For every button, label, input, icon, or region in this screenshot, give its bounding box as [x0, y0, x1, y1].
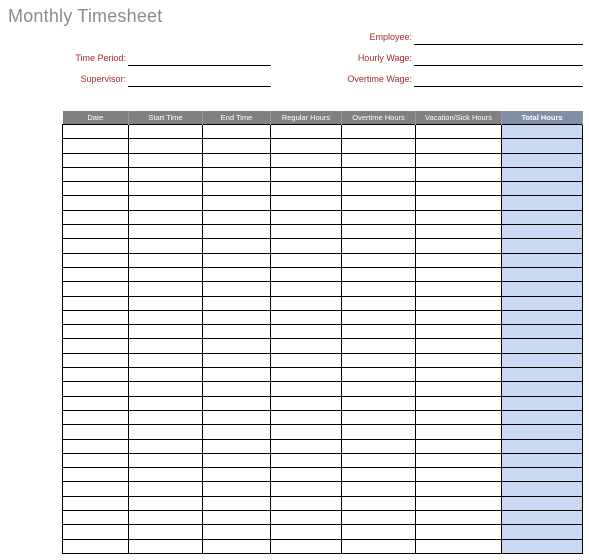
end-time-cell[interactable] — [203, 496, 271, 510]
end-time-cell[interactable] — [203, 353, 271, 367]
total-hours-cell[interactable] — [502, 539, 583, 553]
start-time-cell[interactable] — [129, 296, 203, 310]
start-time-cell[interactable] — [129, 210, 203, 224]
column-header-end-time: End Time — [203, 111, 271, 125]
overtime-hours-cell[interactable] — [342, 196, 416, 210]
vacation-sick-hours-cell[interactable] — [416, 310, 502, 324]
overtime-hours-cell[interactable] — [342, 468, 416, 482]
date-cell[interactable] — [63, 296, 129, 310]
start-time-cell[interactable] — [129, 396, 203, 410]
regular-hours-cell[interactable] — [271, 525, 342, 539]
end-time-cell[interactable] — [203, 139, 271, 153]
start-time-cell[interactable] — [129, 153, 203, 167]
total-hours-cell[interactable] — [502, 296, 583, 310]
end-time-cell[interactable] — [203, 253, 271, 267]
date-cell[interactable] — [63, 410, 129, 424]
start-time-cell[interactable] — [129, 182, 203, 196]
regular-hours-cell[interactable] — [271, 267, 342, 281]
date-cell[interactable] — [63, 353, 129, 367]
start-time-cell[interactable] — [129, 539, 203, 553]
table-row — [63, 353, 583, 367]
end-time-cell[interactable] — [203, 368, 271, 382]
date-cell[interactable] — [63, 239, 129, 253]
table-row — [63, 153, 583, 167]
timesheet-body — [63, 125, 583, 554]
date-cell[interactable] — [63, 182, 129, 196]
timesheet-table — [62, 111, 583, 554]
employee-field-label-wrap — [300, 32, 412, 46]
regular-hours-cell[interactable] — [271, 353, 342, 367]
overtime-wage-label-wrap — [300, 74, 412, 88]
start-time-cell[interactable] — [129, 225, 203, 239]
start-time-cell[interactable] — [129, 325, 203, 339]
table-row — [63, 225, 583, 239]
regular-hours-cell[interactable] — [271, 339, 342, 353]
end-time-cell[interactable] — [203, 196, 271, 210]
total-hours-cell[interactable] — [502, 196, 583, 210]
overtime-hours-cell[interactable] — [342, 511, 416, 525]
table-row — [63, 253, 583, 267]
end-time-cell[interactable] — [203, 482, 271, 496]
total-hours-cell[interactable] — [502, 439, 583, 453]
start-time-cell[interactable] — [129, 339, 203, 353]
end-time-cell[interactable] — [203, 267, 271, 281]
regular-hours-cell[interactable] — [271, 310, 342, 324]
regular-hours-cell[interactable] — [271, 511, 342, 525]
regular-hours-cell[interactable] — [271, 482, 342, 496]
start-time-cell[interactable] — [129, 382, 203, 396]
date-cell[interactable] — [63, 368, 129, 382]
vacation-sick-hours-cell[interactable] — [416, 182, 502, 196]
vacation-sick-hours-cell[interactable] — [416, 225, 502, 239]
table-row — [63, 511, 583, 525]
regular-hours-cell[interactable] — [271, 153, 342, 167]
supervisor-label-wrap — [20, 74, 126, 88]
vacation-sick-hours-cell[interactable] — [416, 439, 502, 453]
end-time-cell[interactable] — [203, 239, 271, 253]
page-title: Monthly Timesheet — [8, 6, 163, 26]
vacation-sick-hours-cell[interactable] — [416, 425, 502, 439]
overtime-hours-cell[interactable] — [342, 253, 416, 267]
overtime-wage-input-line[interactable] — [414, 86, 583, 87]
date-cell[interactable] — [63, 439, 129, 453]
regular-hours-cell[interactable] — [271, 296, 342, 310]
total-hours-cell[interactable] — [502, 425, 583, 439]
total-hours-cell[interactable] — [502, 167, 583, 181]
total-hours-cell[interactable] — [502, 339, 583, 353]
date-cell[interactable] — [63, 525, 129, 539]
vacation-sick-hours-cell[interactable] — [416, 139, 502, 153]
start-time-cell[interactable] — [129, 368, 203, 382]
table-row — [63, 282, 583, 296]
regular-hours-cell[interactable] — [271, 439, 342, 453]
supervisor-input-line[interactable] — [128, 86, 271, 87]
column-header-vacation-sick-hours: Vacation/Sick Hours — [416, 111, 502, 125]
end-time-cell[interactable] — [203, 425, 271, 439]
start-time-cell[interactable] — [129, 468, 203, 482]
vacation-sick-hours-cell[interactable] — [416, 210, 502, 224]
regular-hours-cell[interactable] — [271, 453, 342, 467]
regular-hours-cell[interactable] — [271, 396, 342, 410]
start-time-cell[interactable] — [129, 482, 203, 496]
vacation-sick-hours-cell[interactable] — [416, 267, 502, 281]
vacation-sick-hours-cell[interactable] — [416, 153, 502, 167]
end-time-cell[interactable] — [203, 396, 271, 410]
overtime-hours-cell[interactable] — [342, 382, 416, 396]
regular-hours-cell[interactable] — [271, 196, 342, 210]
hourly-wage-label: Hourly Wage: — [357, 53, 412, 63]
date-cell[interactable] — [63, 153, 129, 167]
vacation-sick-hours-cell[interactable] — [416, 325, 502, 339]
table-row — [63, 125, 583, 139]
overtime-hours-cell[interactable] — [342, 167, 416, 181]
total-hours-cell[interactable] — [502, 525, 583, 539]
regular-hours-cell[interactable] — [271, 239, 342, 253]
end-time-cell[interactable] — [203, 225, 271, 239]
end-time-cell[interactable] — [203, 325, 271, 339]
employee-input-line[interactable] — [414, 44, 583, 45]
date-cell[interactable] — [63, 539, 129, 553]
overtime-hours-cell[interactable] — [342, 210, 416, 224]
total-hours-cell[interactable] — [502, 310, 583, 324]
column-header-total-hours: Total Hours — [502, 111, 583, 125]
vacation-sick-hours-cell[interactable] — [416, 239, 502, 253]
table-row — [63, 525, 583, 539]
total-hours-cell[interactable] — [502, 396, 583, 410]
vacation-sick-hours-cell[interactable] — [416, 396, 502, 410]
end-time-cell[interactable] — [203, 182, 271, 196]
end-time-cell[interactable] — [203, 282, 271, 296]
vacation-sick-hours-cell[interactable] — [416, 525, 502, 539]
date-cell[interactable] — [63, 310, 129, 324]
regular-hours-cell[interactable] — [271, 139, 342, 153]
regular-hours-cell[interactable] — [271, 468, 342, 482]
start-time-cell[interactable] — [129, 525, 203, 539]
overtime-hours-cell[interactable] — [342, 282, 416, 296]
start-time-cell[interactable] — [129, 196, 203, 210]
overtime-hours-cell[interactable] — [342, 425, 416, 439]
table-row — [63, 210, 583, 224]
start-time-cell[interactable] — [129, 125, 203, 139]
column-header-overtime-hours: Overtime Hours — [342, 111, 416, 125]
regular-hours-cell[interactable] — [271, 410, 342, 424]
date-cell[interactable] — [63, 339, 129, 353]
regular-hours-cell[interactable] — [271, 225, 342, 239]
vacation-sick-hours-cell[interactable] — [416, 196, 502, 210]
start-time-cell[interactable] — [129, 511, 203, 525]
end-time-cell[interactable] — [203, 511, 271, 525]
start-time-cell[interactable] — [129, 353, 203, 367]
vacation-sick-hours-cell[interactable] — [416, 468, 502, 482]
regular-hours-cell[interactable] — [271, 496, 342, 510]
vacation-sick-hours-cell[interactable] — [416, 410, 502, 424]
total-hours-cell[interactable] — [502, 410, 583, 424]
total-hours-cell[interactable] — [502, 267, 583, 281]
start-time-cell[interactable] — [129, 167, 203, 181]
total-hours-cell[interactable] — [502, 482, 583, 496]
total-hours-cell[interactable] — [502, 239, 583, 253]
start-time-cell[interactable] — [129, 253, 203, 267]
overtime-hours-cell[interactable] — [342, 153, 416, 167]
time-period-label-wrap — [20, 53, 126, 67]
table-row — [63, 182, 583, 196]
date-cell[interactable] — [63, 496, 129, 510]
date-cell[interactable] — [63, 139, 129, 153]
end-time-cell[interactable] — [203, 153, 271, 167]
total-hours-cell[interactable] — [502, 153, 583, 167]
total-hours-cell[interactable] — [502, 382, 583, 396]
total-hours-cell[interactable] — [502, 225, 583, 239]
overtime-hours-cell[interactable] — [342, 139, 416, 153]
column-header-regular-hours: Regular Hours — [271, 111, 342, 125]
vacation-sick-hours-cell[interactable] — [416, 539, 502, 553]
regular-hours-cell[interactable] — [271, 253, 342, 267]
end-time-cell[interactable] — [203, 382, 271, 396]
regular-hours-cell[interactable] — [271, 167, 342, 181]
vacation-sick-hours-cell[interactable] — [416, 482, 502, 496]
table-row — [63, 267, 583, 281]
table-row — [63, 167, 583, 181]
date-cell[interactable] — [63, 468, 129, 482]
table-row — [63, 310, 583, 324]
column-header-start-time: Start Time — [129, 111, 203, 125]
vacation-sick-hours-cell[interactable] — [416, 382, 502, 396]
hourly-wage-input-line[interactable] — [414, 65, 583, 66]
table-row — [63, 468, 583, 482]
overtime-hours-cell[interactable] — [342, 125, 416, 139]
regular-hours-cell[interactable] — [271, 182, 342, 196]
date-cell[interactable] — [63, 453, 129, 467]
end-time-cell[interactable] — [203, 468, 271, 482]
table-row — [63, 453, 583, 467]
table-row — [63, 368, 583, 382]
total-hours-cell[interactable] — [502, 325, 583, 339]
vacation-sick-hours-cell[interactable] — [416, 125, 502, 139]
regular-hours-cell[interactable] — [271, 125, 342, 139]
date-cell[interactable] — [63, 382, 129, 396]
date-cell[interactable] — [63, 396, 129, 410]
start-time-cell[interactable] — [129, 425, 203, 439]
table-row — [63, 382, 583, 396]
overtime-hours-cell[interactable] — [342, 496, 416, 510]
overtime-hours-cell[interactable] — [342, 539, 416, 553]
end-time-cell[interactable] — [203, 339, 271, 353]
column-header-date: Date — [63, 111, 129, 125]
total-hours-cell[interactable] — [502, 511, 583, 525]
total-hours-cell[interactable] — [502, 353, 583, 367]
employee-label: Employee: — [369, 32, 412, 42]
start-time-cell[interactable] — [129, 282, 203, 296]
start-time-cell[interactable] — [129, 453, 203, 467]
date-cell[interactable] — [63, 267, 129, 281]
overtime-hours-cell[interactable] — [342, 368, 416, 382]
vacation-sick-hours-cell[interactable] — [416, 282, 502, 296]
overtime-hours-cell[interactable] — [342, 239, 416, 253]
overtime-hours-cell[interactable] — [342, 296, 416, 310]
date-cell[interactable] — [63, 125, 129, 139]
overtime-hours-cell[interactable] — [342, 525, 416, 539]
table-row — [63, 410, 583, 424]
end-time-cell[interactable] — [203, 453, 271, 467]
vacation-sick-hours-cell[interactable] — [416, 296, 502, 310]
table-row — [63, 139, 583, 153]
table-row — [63, 482, 583, 496]
end-time-cell[interactable] — [203, 125, 271, 139]
overtime-hours-cell[interactable] — [342, 325, 416, 339]
total-hours-cell[interactable] — [502, 496, 583, 510]
time-period-input-line[interactable] — [128, 65, 271, 66]
table-row — [63, 496, 583, 510]
overtime-hours-cell[interactable] — [342, 353, 416, 367]
total-hours-cell[interactable] — [502, 253, 583, 267]
overtime-hours-cell[interactable] — [342, 339, 416, 353]
total-hours-cell[interactable] — [502, 210, 583, 224]
overtime-hours-cell[interactable] — [342, 410, 416, 424]
overtime-hours-cell[interactable] — [342, 453, 416, 467]
end-time-cell[interactable] — [203, 410, 271, 424]
total-hours-cell[interactable] — [502, 468, 583, 482]
regular-hours-cell[interactable] — [271, 539, 342, 553]
overtime-wage-label: Overtime Wage: — [347, 74, 412, 84]
end-time-cell[interactable] — [203, 310, 271, 324]
overtime-hours-cell[interactable] — [342, 182, 416, 196]
date-cell[interactable] — [63, 425, 129, 439]
vacation-sick-hours-cell[interactable] — [416, 453, 502, 467]
start-time-cell[interactable] — [129, 139, 203, 153]
vacation-sick-hours-cell[interactable] — [416, 353, 502, 367]
vacation-sick-hours-cell[interactable] — [416, 339, 502, 353]
table-row — [63, 539, 583, 553]
start-time-cell[interactable] — [129, 239, 203, 253]
date-cell[interactable] — [63, 196, 129, 210]
regular-hours-cell[interactable] — [271, 325, 342, 339]
start-time-cell[interactable] — [129, 267, 203, 281]
end-time-cell[interactable] — [203, 439, 271, 453]
regular-hours-cell[interactable] — [271, 382, 342, 396]
date-cell[interactable] — [63, 210, 129, 224]
regular-hours-cell[interactable] — [271, 282, 342, 296]
overtime-hours-cell[interactable] — [342, 396, 416, 410]
table-row — [63, 396, 583, 410]
overtime-hours-cell[interactable] — [342, 225, 416, 239]
table-row — [63, 196, 583, 210]
total-hours-cell[interactable] — [502, 182, 583, 196]
table-row — [63, 296, 583, 310]
table-row — [63, 439, 583, 453]
date-cell[interactable] — [63, 482, 129, 496]
date-cell[interactable] — [63, 167, 129, 181]
date-cell[interactable] — [63, 282, 129, 296]
date-cell[interactable] — [63, 325, 129, 339]
regular-hours-cell[interactable] — [271, 425, 342, 439]
vacation-sick-hours-cell[interactable] — [416, 253, 502, 267]
table-header-row — [63, 111, 583, 125]
overtime-hours-cell[interactable] — [342, 439, 416, 453]
vacation-sick-hours-cell[interactable] — [416, 368, 502, 382]
overtime-hours-cell[interactable] — [342, 267, 416, 281]
end-time-cell[interactable] — [203, 296, 271, 310]
start-time-cell[interactable] — [129, 410, 203, 424]
total-hours-cell[interactable] — [502, 368, 583, 382]
table-row — [63, 425, 583, 439]
hourly-wage-label-wrap — [300, 53, 412, 67]
vacation-sick-hours-cell[interactable] — [416, 167, 502, 181]
overtime-hours-cell[interactable] — [342, 310, 416, 324]
start-time-cell[interactable] — [129, 439, 203, 453]
start-time-cell[interactable] — [129, 496, 203, 510]
overtime-hours-cell[interactable] — [342, 482, 416, 496]
vacation-sick-hours-cell[interactable] — [416, 511, 502, 525]
time-period-label: Time Period: — [75, 53, 126, 63]
supervisor-label: Supervisor: — [80, 74, 126, 84]
total-hours-cell[interactable] — [502, 282, 583, 296]
date-cell[interactable] — [63, 511, 129, 525]
table-row — [63, 339, 583, 353]
table-row — [63, 325, 583, 339]
end-time-cell[interactable] — [203, 210, 271, 224]
vacation-sick-hours-cell[interactable] — [416, 496, 502, 510]
regular-hours-cell[interactable] — [271, 210, 342, 224]
end-time-cell[interactable] — [203, 539, 271, 553]
total-hours-cell[interactable] — [502, 139, 583, 153]
end-time-cell[interactable] — [203, 525, 271, 539]
total-hours-cell[interactable] — [502, 125, 583, 139]
start-time-cell[interactable] — [129, 310, 203, 324]
table-row — [63, 239, 583, 253]
total-hours-cell[interactable] — [502, 453, 583, 467]
date-cell[interactable] — [63, 225, 129, 239]
regular-hours-cell[interactable] — [271, 368, 342, 382]
end-time-cell[interactable] — [203, 167, 271, 181]
date-cell[interactable] — [63, 253, 129, 267]
